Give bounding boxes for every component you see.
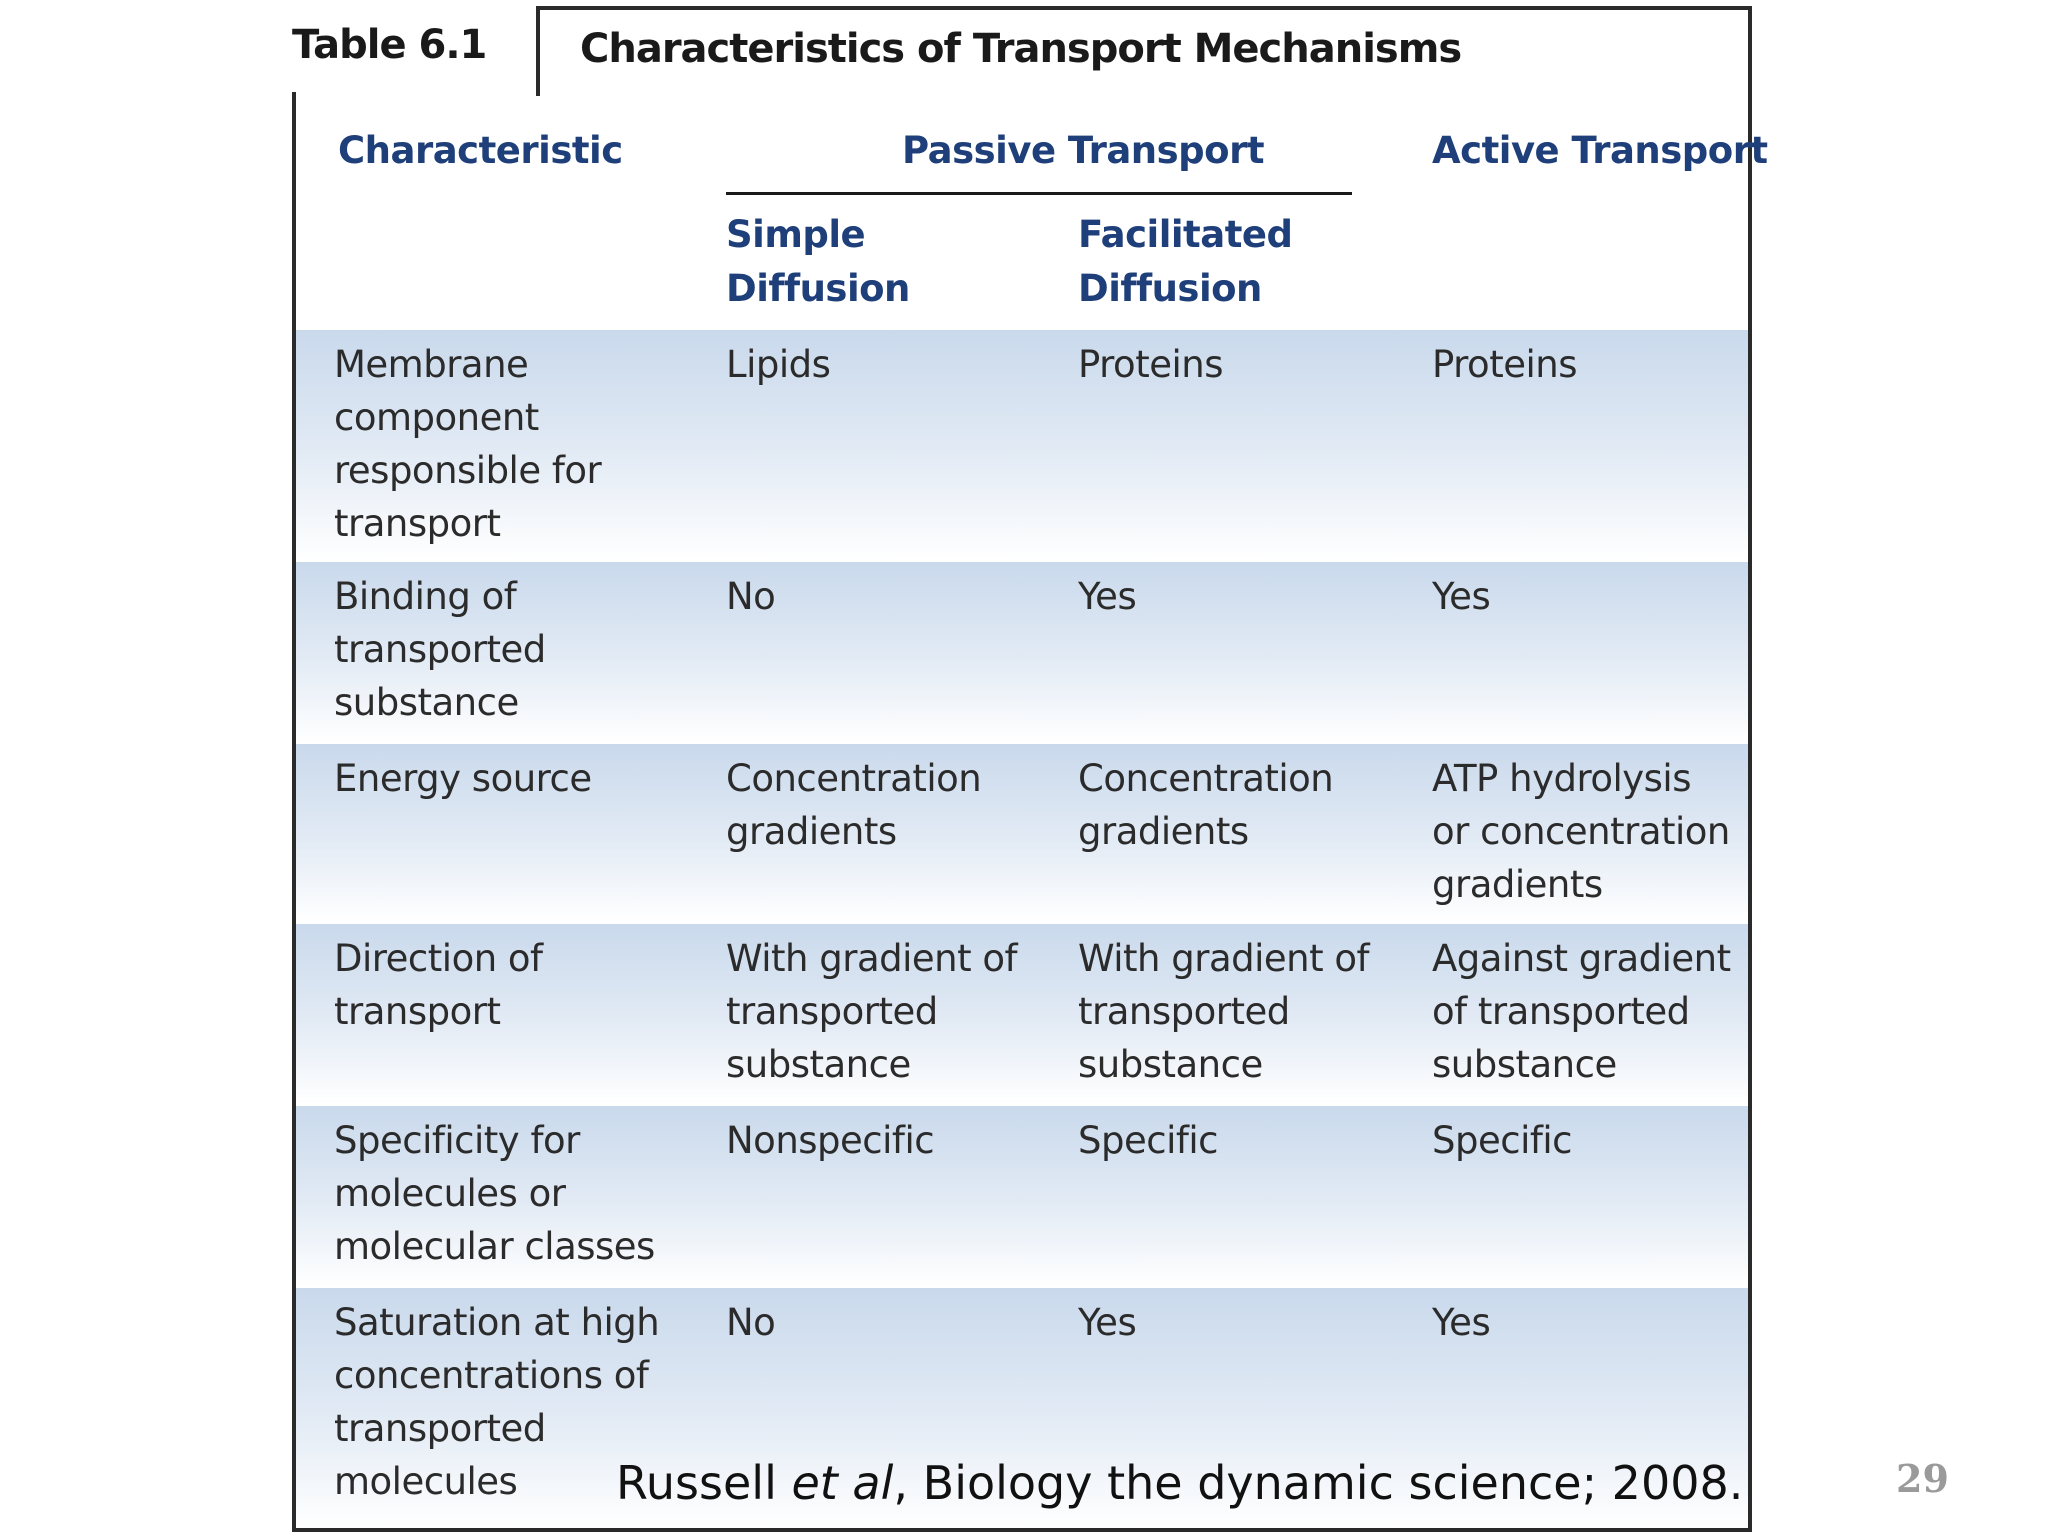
cell-facilitated-diffusion: [1078, 1114, 1398, 1167]
header-simple-line-1: Simple: [726, 213, 866, 256]
cell-line: transport: [334, 502, 501, 545]
cell-line: transported: [334, 628, 546, 671]
cell-line: Energy source: [334, 757, 592, 800]
cell-facilitated-diffusion: [1078, 932, 1398, 1091]
header-simple-line-2: Diffusion: [726, 267, 910, 310]
table-title: Characteristics of Transport Mechanisms: [580, 26, 1462, 72]
cell-line: Membrane: [334, 343, 529, 386]
cell-line: Specific: [1432, 1119, 1573, 1162]
cell-line: gradients: [1432, 863, 1603, 906]
header-facilitated-line-1: Facilitated: [1078, 213, 1293, 256]
cell-line: concentrations of: [334, 1354, 649, 1397]
cell-line: Proteins: [1078, 343, 1223, 386]
cell-line: Nonspecific: [726, 1119, 935, 1162]
cell-simple-diffusion: [726, 932, 1046, 1091]
header-active-transport: Active Transport: [1432, 129, 1768, 172]
cell-line: transported: [1078, 990, 1290, 1033]
cell-active-transport: [1432, 932, 1742, 1091]
table-title-box: [536, 6, 1752, 96]
passive-transport-rule: [726, 192, 1352, 195]
cell-line: substance: [334, 681, 519, 724]
cell-line: No: [726, 575, 776, 618]
cell-line: Specific: [1078, 1119, 1219, 1162]
cell-line: gradients: [1078, 810, 1249, 853]
row-characteristic: [334, 570, 674, 729]
citation: [616, 1456, 1743, 1510]
table-number: Table 6.1: [292, 22, 487, 68]
cell-facilitated-diffusion: [1078, 338, 1398, 391]
cell-simple-diffusion: [726, 752, 1046, 858]
row-characteristic: [334, 338, 674, 550]
header-facilitated-diffusion: [1078, 208, 1292, 316]
cell-simple-diffusion: [726, 338, 1046, 391]
table-row: [296, 1106, 1748, 1286]
cell-active-transport: [1432, 570, 1742, 623]
cell-line: of transported: [1432, 990, 1690, 1033]
cell-facilitated-diffusion: [1078, 1296, 1398, 1349]
cell-line: transport: [334, 990, 501, 1033]
cell-line: With gradient of: [726, 937, 1018, 980]
cell-line: Yes: [1432, 1301, 1491, 1344]
cell-line: molecular classes: [334, 1225, 655, 1268]
citation-authors: Russell: [616, 1456, 792, 1510]
header-passive-transport: Passive Transport: [902, 129, 1265, 172]
header-facilitated-line-2: Diffusion: [1078, 267, 1262, 310]
cell-line: Saturation at high: [334, 1301, 660, 1344]
cell-simple-diffusion: [726, 1296, 1046, 1349]
row-characteristic: [334, 1114, 674, 1273]
citation-source: , Biology the dynamic science; 2008.: [893, 1456, 1744, 1510]
cell-line: Binding of: [334, 575, 517, 618]
cell-simple-diffusion: [726, 1114, 1046, 1167]
row-characteristic: [334, 932, 674, 1038]
cell-line: molecules: [334, 1460, 518, 1503]
cell-line: responsible for: [334, 449, 602, 492]
table-row: [296, 744, 1748, 922]
cell-line: ATP hydrolysis: [1432, 757, 1691, 800]
cell-line: Concentration: [726, 757, 982, 800]
cell-line: gradients: [726, 810, 897, 853]
cell-line: substance: [1078, 1043, 1263, 1086]
cell-line: Yes: [1078, 1301, 1137, 1344]
cell-line: or concentration: [1432, 810, 1730, 853]
cell-line: component: [334, 396, 539, 439]
cell-line: substance: [1432, 1043, 1617, 1086]
cell-line: substance: [726, 1043, 911, 1086]
cell-line: Specificity for: [334, 1119, 580, 1162]
cell-line: No: [726, 1301, 776, 1344]
cell-active-transport: [1432, 752, 1742, 911]
cell-line: Concentration: [1078, 757, 1334, 800]
cell-line: transported: [334, 1407, 546, 1450]
cell-line: transported: [726, 990, 938, 1033]
cell-line: Yes: [1432, 575, 1491, 618]
cell-line: Against gradient: [1432, 937, 1731, 980]
cell-active-transport: [1432, 1114, 1742, 1167]
cell-simple-diffusion: [726, 570, 1046, 623]
cell-facilitated-diffusion: [1078, 570, 1398, 623]
row-characteristic: [334, 752, 674, 805]
cell-line: Direction of: [334, 937, 543, 980]
cell-line: Proteins: [1432, 343, 1577, 386]
header-characteristic: Characteristic: [338, 129, 623, 172]
cell-facilitated-diffusion: [1078, 752, 1398, 858]
cell-line: With gradient of: [1078, 937, 1370, 980]
table-row: [296, 330, 1748, 560]
cell-line: Yes: [1078, 575, 1137, 618]
table-row: [296, 562, 1748, 742]
header-simple-diffusion: [726, 208, 910, 316]
cell-line: molecules or: [334, 1172, 566, 1215]
citation-et-al: et al: [791, 1456, 894, 1510]
page-number: 29: [1896, 1456, 1949, 1501]
cell-line: Lipids: [726, 343, 831, 386]
table-row: [296, 924, 1748, 1104]
cell-active-transport: [1432, 1296, 1742, 1349]
cell-active-transport: [1432, 338, 1742, 391]
